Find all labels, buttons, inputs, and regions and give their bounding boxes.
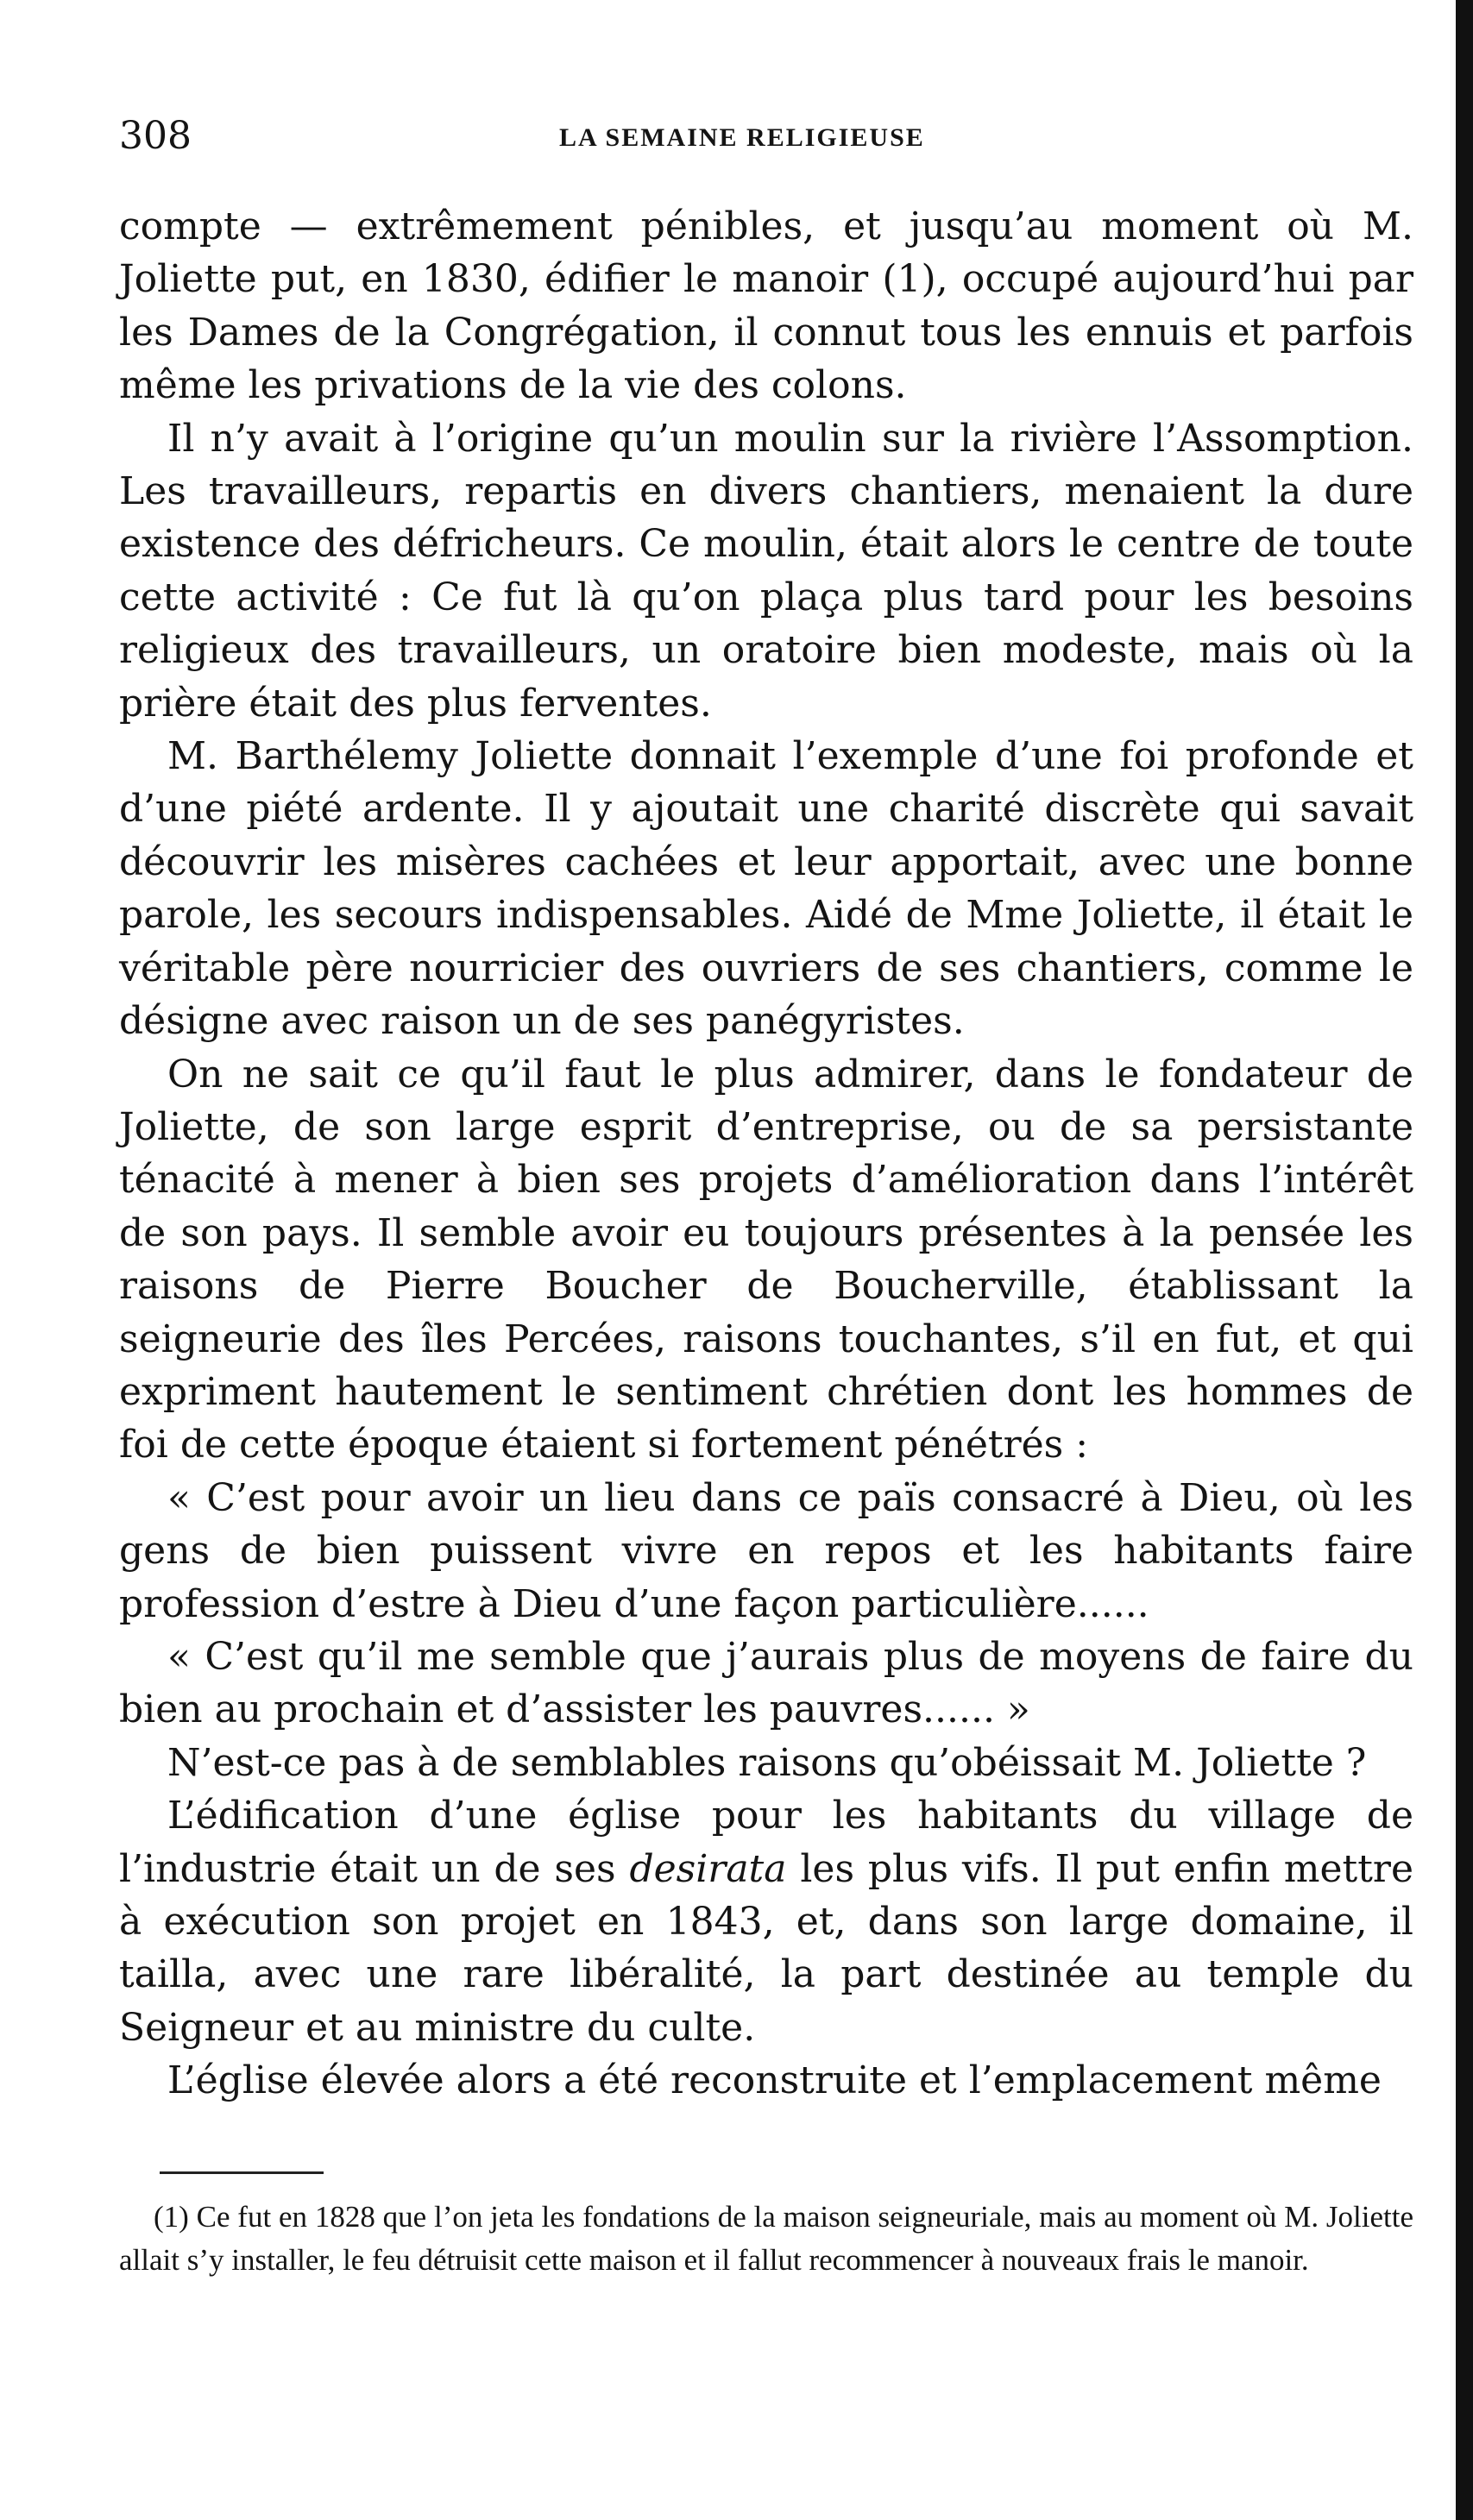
page-header [119, 110, 1413, 162]
paragraph-8-end: les plus vifs. Il put enfin mettre à exécution son projet en 1843, et, dans son large domaine, il tailla, avec une rare libéralité, la part destinée au temple du Seigneur et au ministre du culte. [119, 1846, 1413, 2050]
footnote [119, 2196, 1413, 2282]
paragraph-2: Il n’y avait à l’origine qu’un moulin sur la rivière l’Assomption. Les travailleurs, repartis en divers chantiers, menaient la dure existence des défricheurs. Ce moulin, était alors le centre de toute cette activité : Ce fut là qu’on plaça plus tard pour les besoins religieux des travailleurs, un oratoire bien modeste, mais où la prière était des plus ferventes. [119, 416, 1413, 726]
running-head: LA SEMAINE RELIGIEUSE [559, 123, 925, 152]
paragraph-8 [119, 1789, 1413, 2054]
paragraph-8-start: L’édification d’une église pour les habitants du village de l’industrie était un de ses [119, 1794, 1413, 1891]
quotation-1: « C’est pour avoir un lieu dans ce païs consacré à Dieu, où les gens de bien puissent vivre en repos et les habitants faire profession d’estre à Dieu d’une façon particulière...... [119, 1475, 1413, 1626]
paragraph-9: L’église élevée alors a été reconstruite et l’emplacement même [167, 2058, 1382, 2103]
page-edge-shadow [1456, 0, 1473, 2520]
body-text [119, 200, 1413, 2108]
paragraph-1: compte — extrêmement pénibles, et jusqu’au moment où M. Joliette put, en 1830, édifier le manoir (1), occupé aujourd’hui par les Dames de la Congrégation, il connut tous les ennuis et parfois même les privations de la vie des colons. [119, 204, 1413, 408]
page-number: 308 [119, 114, 192, 158]
paragraph-3: M. Barthélemy Joliette donnait l’exemple d’une foi profonde et d’une piété ardente. Il y ajoutait une charité discrète qui savait découvrir les misères cachées et leur apportait, avec une bonne parole, les secours indispensables. Aidé de Mme Joliette, il était le véritable père nourricier des ouvriers de ses chantiers, comme le désigne avec raison un de ses panégyristes. [119, 734, 1413, 1044]
paragraph-4: On ne sait ce qu’il faut le plus admirer, dans le fondateur de Joliette, de son large esprit d’entreprise, ou de sa persistante ténacité à mener à bien ses projets d’amélioration dans l’intérêt de son pays. Il semble avoir eu toujours présentes à la pensée les raisons de Pierre Boucher de Boucherville, établissant la seigneurie des îles Percées, raisons touchantes, s’il en fut, et qui expriment hautement le sentiment chrétien dont les hommes de foi de cette époque étaient si fortement pénétrés : [119, 1052, 1413, 1467]
footnote-rule [160, 2171, 324, 2174]
paragraph-7: N’est-ce pas à de semblables raisons qu’obéissait M. Joliette ? [167, 1740, 1367, 1785]
italic-term: desirata [629, 1846, 787, 1891]
quotation-2: « C’est qu’il me semble que j’aurais plus de moyens de faire du bien au prochain et d’assister les pauvres...... » [119, 1634, 1413, 1732]
footnote-text: (1) Ce fut en 1828 que l’on jeta les fondations de la maison seigneuriale, mais au moment où M. Joliette allait s’y installer, le feu détruisit cette maison et il fallut recommencer à nouveaux frais le manoir. [119, 2200, 1413, 2277]
